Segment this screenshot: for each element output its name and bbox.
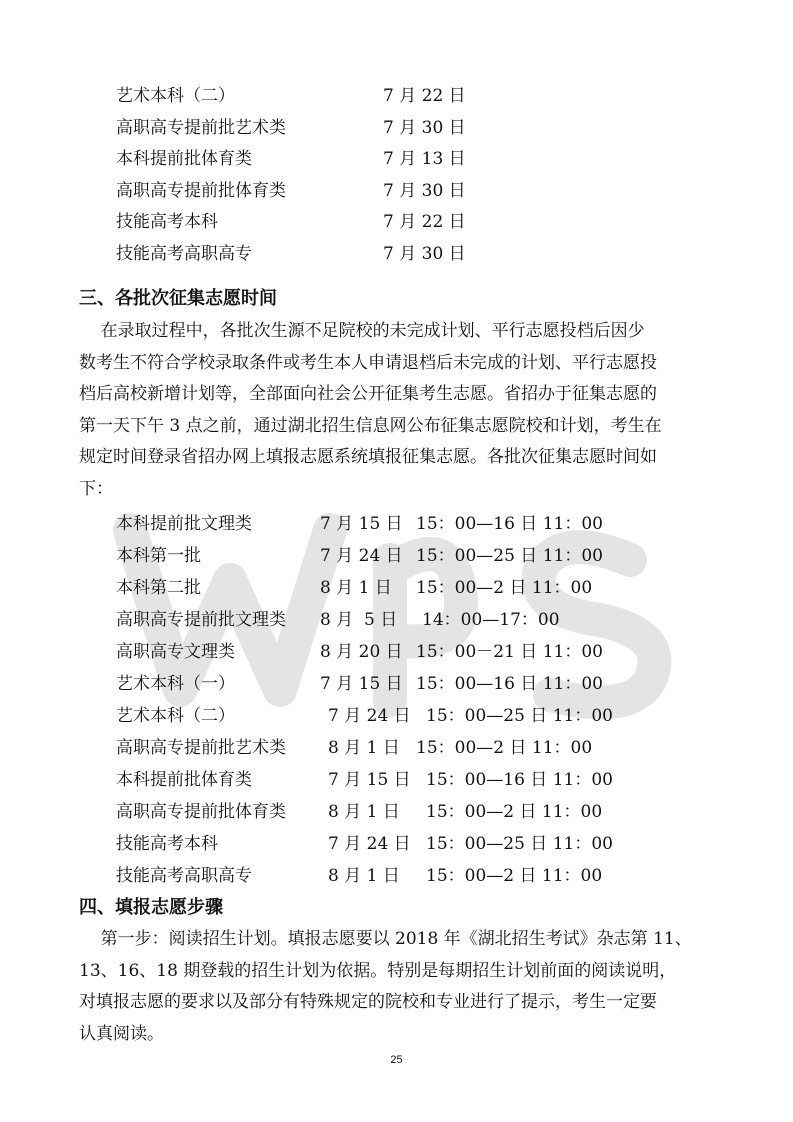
batch-date: 7 月 15 日 bbox=[320, 514, 403, 534]
batch-time: 15：00—2 日 11：00 bbox=[426, 802, 603, 822]
batch-date: 7 月 15 日 bbox=[320, 674, 403, 694]
schedule-top-row bbox=[116, 212, 218, 232]
batch-name: 技能高考本科 bbox=[116, 212, 218, 232]
batch-name: 高职高专提前批体育类 bbox=[116, 181, 286, 201]
batch-date: 7 月 24 日 bbox=[320, 546, 403, 566]
batch-date: 8 月 1 日 bbox=[328, 866, 400, 886]
schedule-top-date bbox=[383, 212, 466, 232]
batch-date: 7 月 30 日 bbox=[383, 244, 466, 264]
schedule-top-row bbox=[116, 244, 252, 264]
batch-time: 15：00—2 日 11：00 bbox=[416, 578, 593, 598]
section-3-line: 在录取过程中，各批次生源不足院校的未完成计划、平行志愿投档后因少 bbox=[79, 321, 645, 341]
batch-time: 15：00—25 日 11：00 bbox=[426, 834, 613, 854]
batch-name: 本科提前批文理类 bbox=[116, 514, 252, 534]
batch-time: 15：00—25 日 11：00 bbox=[426, 706, 613, 726]
batch-name: 本科提前批体育类 bbox=[116, 149, 252, 169]
page-number: 25 bbox=[390, 1054, 403, 1066]
batch-date: 7 月 22 日 bbox=[383, 212, 466, 232]
batch-date: 7 月 30 日 bbox=[383, 181, 466, 201]
section-3-line: 第一天下午 3 点之前，通过湖北招生信息网公布征集志愿院校和计划，考生在 bbox=[79, 416, 662, 436]
batch-date: 7 月 24 日 bbox=[328, 706, 411, 726]
batch-date: 8 月 20 日 bbox=[320, 642, 403, 662]
batch-name: 艺术本科（一） bbox=[116, 674, 235, 694]
batch-time: 15：00—2 日 11：00 bbox=[426, 866, 603, 886]
section-3-line: 数考生不符合学校录取条件或考生本人申请退档后未完成的计划、平行志愿投 bbox=[79, 353, 657, 373]
schedule-top-date bbox=[383, 86, 466, 106]
batch-time: 15：00—16 日 11：00 bbox=[416, 514, 603, 534]
batch-date: 7 月 22 日 bbox=[383, 86, 466, 106]
batch-time: 15：00—16 日 11：00 bbox=[416, 674, 603, 694]
batch-date: 8 月 1 日 bbox=[328, 738, 400, 758]
batch-date: 8 月 5 日 bbox=[320, 610, 398, 630]
batch-name: 高职高专文理类 bbox=[116, 642, 235, 662]
batch-date: 8 月 1 日 bbox=[320, 578, 392, 598]
schedule-top-row bbox=[116, 181, 286, 201]
batch-name: 高职高专提前批艺术类 bbox=[116, 118, 286, 138]
batch-name: 艺术本科（二） bbox=[116, 86, 235, 106]
batch-name: 技能高考高职高专 bbox=[116, 866, 252, 886]
batch-date: 7 月 15 日 bbox=[328, 770, 411, 790]
section-3-heading: 三、各批次征集志愿时间 bbox=[79, 288, 277, 309]
batch-name: 本科提前批体育类 bbox=[116, 770, 252, 790]
section-3-line: 规定时间登录省招办网上填报志愿系统填报征集志愿。各批次征集志愿时间如 bbox=[79, 447, 657, 467]
schedule-top-date bbox=[383, 181, 466, 201]
batch-date: 7 月 24 日 bbox=[328, 834, 411, 854]
section-4-heading: 四、填报志愿步骤 bbox=[79, 897, 223, 918]
batch-date: 8 月 1 日 bbox=[328, 802, 400, 822]
section-4-line: 第一步：阅读招生计划。填报志愿要以 2018 年《湖北招生考试》杂志第 11、 bbox=[79, 929, 692, 949]
schedule-top-row bbox=[116, 118, 286, 138]
batch-time: 15：00—16 日 11：00 bbox=[426, 770, 613, 790]
batch-time: 15：00—2 日 11：00 bbox=[416, 738, 593, 758]
schedule-top-row bbox=[116, 86, 235, 106]
batch-time: 15：00—25 日 11：00 bbox=[416, 546, 603, 566]
batch-name: 高职高专提前批文理类 bbox=[116, 610, 286, 630]
batch-date: 7 月 30 日 bbox=[383, 118, 466, 138]
batch-name: 技能高考本科 bbox=[116, 834, 218, 854]
section-4-line: 认真阅读。 bbox=[79, 1024, 164, 1044]
batch-name: 技能高考高职高专 bbox=[116, 244, 252, 264]
schedule-top-row bbox=[116, 149, 252, 169]
batch-name: 本科第一批 bbox=[116, 546, 201, 566]
section-4-line: 对填报志愿的要求以及部分有特殊规定的院校和专业进行了提示，考生一定要 bbox=[79, 992, 657, 1012]
section-3-line: 档后高校新增计划等，全部面向社会公开征集考生志愿。省招办于征集志愿的 bbox=[79, 384, 657, 404]
batch-name: 艺术本科（二） bbox=[116, 706, 235, 726]
batch-name: 本科第二批 bbox=[116, 578, 201, 598]
batch-name: 高职高专提前批艺术类 bbox=[116, 738, 286, 758]
schedule-top-date bbox=[383, 244, 466, 264]
batch-date: 7 月 13 日 bbox=[383, 149, 466, 169]
batch-name: 高职高专提前批体育类 bbox=[116, 802, 286, 822]
batch-time: 15：00－21 日 11：00 bbox=[416, 642, 603, 662]
batch-time: 14：00—17：00 bbox=[422, 610, 560, 630]
section-3-line: 下： bbox=[79, 479, 113, 499]
schedule-top-date bbox=[383, 118, 466, 138]
schedule-top-date bbox=[383, 149, 466, 169]
section-4-line: 13、16、18 期登载的招生计划为依据。特别是每期招生计划前面的阅读说明， bbox=[79, 961, 677, 981]
